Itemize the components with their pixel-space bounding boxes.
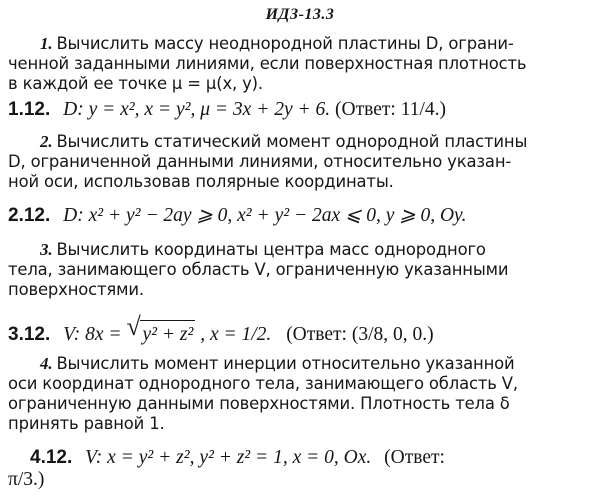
task-4-line-3: ограниченную данными поверхностями. Плотность тела δ [8,394,510,413]
problem-3-12 [8,312,592,347]
assignment-title: ИДЗ-13.3 [265,6,335,23]
task-4-number: 4. [40,354,53,373]
problem-3-12-answer: (Ответ: (3/8, 0, 0.) [286,324,434,345]
problem-1-12-label: 1.12. [8,99,51,120]
problem-4-12-answer: (Ответ: [384,447,445,468]
problem-1-12-answer: (Ответ: 11/4.) [335,99,447,120]
problem-3-12-expression-right: , x = 1/2. [200,324,272,345]
task-2-number: 2. [40,132,53,151]
task-1-line-2: ченной заданными линиями, если поверхностная плотность [8,54,527,73]
task-1-text [8,34,592,94]
task-2-line-3: ной оси, использовав полярные координаты. [8,172,394,191]
problem-4-12-answer-continued-line [8,468,592,492]
task-1-line-3: в каждой ее точке μ = μ(x, y). [8,74,263,93]
problem-3-12-root-content: y² + z² [140,320,195,347]
task-2-line-2: D, ограниченной данными линиями, относительно указан- [8,152,512,171]
problem-2-12-expression: D: x² + y² − 2ay ⩾ 0, x² + y² − 2ax ⩽ 0, y ⩾ 0, Oy. [63,205,467,226]
problem-2-12-label: 2.12. [8,205,51,226]
task-3-line-3: поверхностями. [8,280,144,299]
task-3-number: 3. [40,240,53,259]
problem-3-12-expression-left: V: 8x = [63,324,122,345]
problem-4-12 [8,446,592,470]
square-root-symbol: √ y² + z² [126,312,194,345]
problem-4-12-answer-continued: π/3.) [8,469,45,490]
problem-4-12-expression: V: x = y² + z², y² + z² = 1, x = 0, Ox. [85,447,372,468]
problem-2-12 [8,204,592,228]
task-4-line-1: 4. Вычислить момент инерции относительно указанной [40,354,515,373]
task-1-number: 1. [40,34,53,53]
task-1-line-1: 1. Вычислить массу неоднородной пластины D, ограни- [40,34,514,53]
problem-4-12-label: 4.12. [30,447,73,468]
task-4-line-2: оси координат однородного тела, занимающего область V, [8,374,518,393]
task-4-text [8,354,592,434]
task-2-text [8,132,592,192]
task-4-line-4: принять равной 1. [8,414,165,433]
task-3-text [8,240,592,300]
task-3-line-2: тела, занимающего область V, ограниченную указанными [8,260,509,279]
problem-1-12-expression: D: y = x², x = y², μ = 3x + 2y + 6. [63,99,331,120]
problem-3-12-label: 3.12. [8,324,51,345]
task-2-line-1: 2. Вычислить статический момент однородной пластины [40,132,528,151]
problem-1-12 [8,98,592,122]
task-3-line-1: 3. Вычислить координаты центра масс однородного [40,240,486,259]
